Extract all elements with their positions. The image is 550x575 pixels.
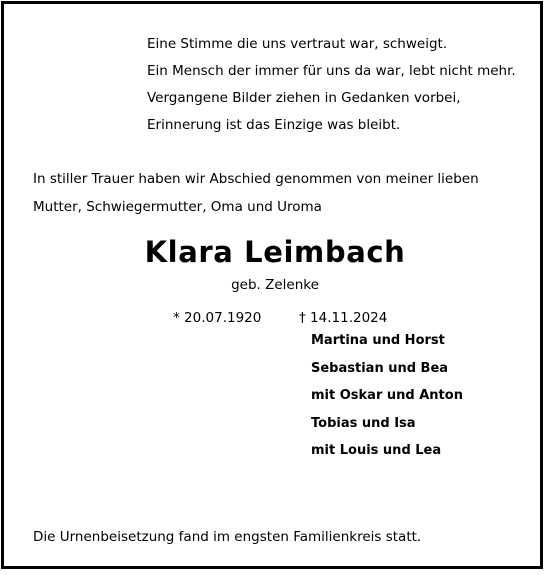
- mourner-entry: Sebastian und Bea: [311, 360, 449, 376]
- poem-line: Eine Stimme die uns vertraut war, schweigt.: [147, 36, 448, 52]
- poem-line: Ein Mensch der immer für uns da war, lebt nicht mehr.: [147, 63, 516, 79]
- birth-date: * 20.07.1920: [173, 310, 262, 326]
- mourner-entry: Tobias und Isa: [311, 415, 416, 431]
- death-date: † 14.11.2024: [299, 310, 388, 326]
- mourner-entry: mit Oskar und Anton: [311, 388, 463, 403]
- mourner-entry: Martina und Horst: [311, 333, 445, 348]
- deceased-name: Klara Leimbach: [144, 235, 406, 269]
- intro-line: Mutter, Schwiegermutter, Oma und Uroma: [33, 199, 322, 215]
- mourners-list: [311, 327, 463, 465]
- poem: [147, 31, 516, 139]
- poem-line: Vergangene Bilder ziehen in Gedanken vorbei,: [147, 90, 461, 106]
- funeral-note: Die Urnenbeisetzung fand im engsten Familienkreis statt.: [33, 529, 422, 545]
- mourner-entry: mit Louis und Lea: [311, 443, 442, 458]
- poem-line: Erinnerung ist das Einzige was bleibt.: [147, 117, 401, 133]
- intro-text: [33, 165, 523, 221]
- intro-line: In stiller Trauer haben wir Abschied genommen von meiner lieben: [33, 171, 479, 187]
- maiden-name: geb. Zelenke: [231, 277, 319, 293]
